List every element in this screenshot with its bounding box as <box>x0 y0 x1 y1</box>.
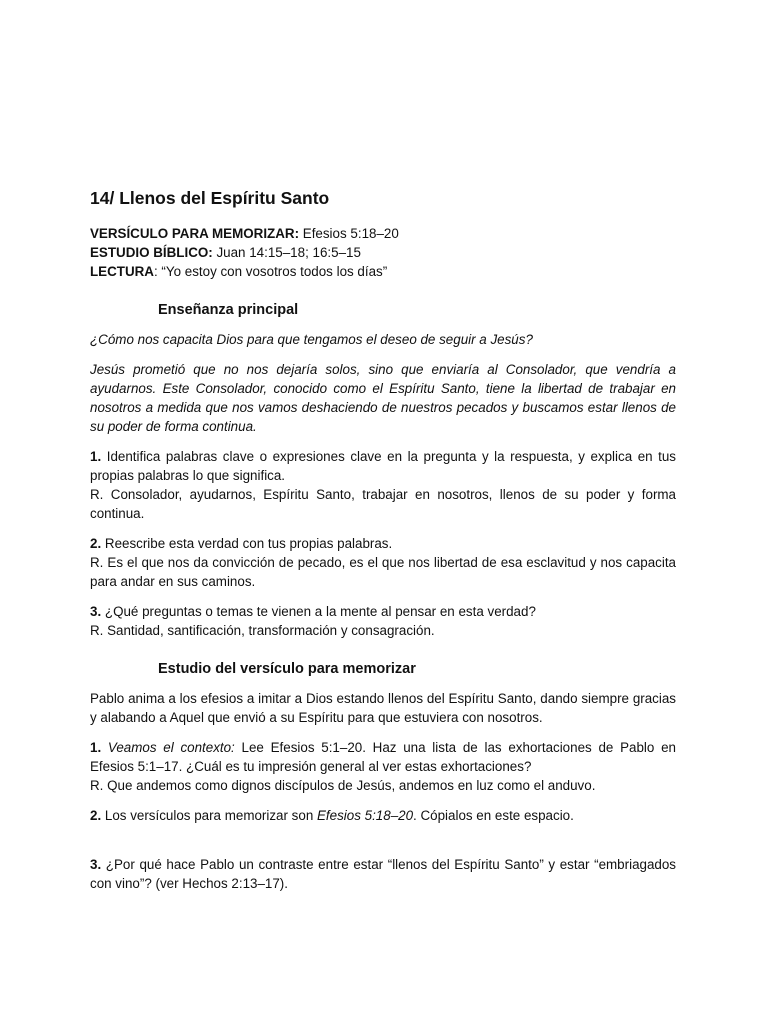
lesson-title: 14/ Llenos del Espíritu Santo <box>90 188 330 208</box>
reading-value: : “Yo estoy con vosotros todos los días” <box>153 264 388 279</box>
item-number: 3. <box>90 604 102 619</box>
item-number: 2. <box>90 808 102 823</box>
item-italic-reference: Efesios 5:18–20 <box>317 808 414 823</box>
list-item <box>90 855 676 893</box>
memorize-label: VERSÍCULO PARA MEMORIZAR: <box>90 226 300 241</box>
lesson-meta <box>90 224 676 281</box>
item-italic-lead: Veamos el contexto: <box>101 740 235 755</box>
item-response: R. Es el que nos da convicción de pecado, es el que nos libertad de esa esclavitud y nos capacita para andar en sus caminos. <box>90 555 676 589</box>
item-question <box>90 534 676 553</box>
item-text-after: . Cópialos en este espacio. <box>413 808 574 823</box>
verse-intro: Pablo anima a los efesios a imitar a Dios estando llenos del Espíritu Santo, dando siempre gracias y alabando a Aquel que envió a su Espíritu para que estuviera con nosotros. <box>90 691 676 725</box>
list-item <box>90 534 676 591</box>
list-item <box>90 447 676 523</box>
item-text: ¿Por qué hace Pablo un contraste entre estar “llenos del Espíritu Santo” y estar “embriagados con vino”? (ver Hechos 2:13–17). <box>90 857 676 891</box>
item-question <box>90 602 676 621</box>
item-response: R. Santidad, santificación, transformación y consagración. <box>90 623 435 638</box>
main-question: ¿Cómo nos capacita Dios para que tengamos el deseo de seguir a Jesús? <box>90 332 533 347</box>
reading-line <box>90 262 676 281</box>
list-item <box>90 602 676 640</box>
item-question <box>90 447 676 485</box>
section-heading-main-teaching: Enseñanza principal <box>158 302 299 318</box>
item-text-before: Los versículos para memorizar son <box>101 808 317 823</box>
study-label: ESTUDIO BÍBLICO: <box>90 245 213 260</box>
item-question <box>90 806 676 825</box>
memorize-line <box>90 224 676 243</box>
reading-label: LECTURA <box>90 264 154 279</box>
item-text: Reescribe esta verdad con tus propias palabras. <box>101 536 393 551</box>
memorize-value: Efesios 5:18–20 <box>299 226 399 241</box>
study-line <box>90 243 676 262</box>
item-number: 1. <box>90 740 102 755</box>
document-content <box>90 186 676 893</box>
main-answer: Jesús prometió que no nos dejaría solos, sino que enviaría al Consolador, que vendría a ayudarnos. Este Consolador, conocido como el Espíritu Santo, tiene la libertad de trabajar en nosotros a medida que nos vamos deshaciendo de nuestros pecados y buscamos estar llenos de su poder de forma continua. <box>90 362 676 434</box>
item-text: Identifica palabras clave o expresiones clave en la pregunta y la respuesta, y explica en tus propias palabras lo que significa. <box>90 449 676 483</box>
item-response: R. Consolador, ayudarnos, Espíritu Santo, trabajar en nosotros, llenos de su poder y forma continua. <box>90 487 676 521</box>
section-heading-verse-study: Estudio del versículo para memorizar <box>158 661 416 677</box>
item-question <box>90 738 676 776</box>
item-text: Lee Efesios 5:1–20. Haz una lista de las exhortaciones de Pablo en Efesios 5:1–17. ¿Cuál es tu impresión general al ver estas exhortaciones? <box>90 740 676 774</box>
item-response: R. Que andemos como dignos discípulos de Jesús, andemos en luz como el anduvo. <box>90 778 596 793</box>
item-text: ¿Qué preguntas o temas te vienen a la mente al pensar en esta verdad? <box>101 604 536 619</box>
item-question <box>90 855 676 893</box>
list-item <box>90 806 676 825</box>
list-item <box>90 738 676 795</box>
study-value: Juan 14:15–18; 16:5–15 <box>212 245 361 260</box>
item-number: 2. <box>90 536 102 551</box>
item-number: 1. <box>90 449 102 464</box>
item-number: 3. <box>90 857 102 872</box>
